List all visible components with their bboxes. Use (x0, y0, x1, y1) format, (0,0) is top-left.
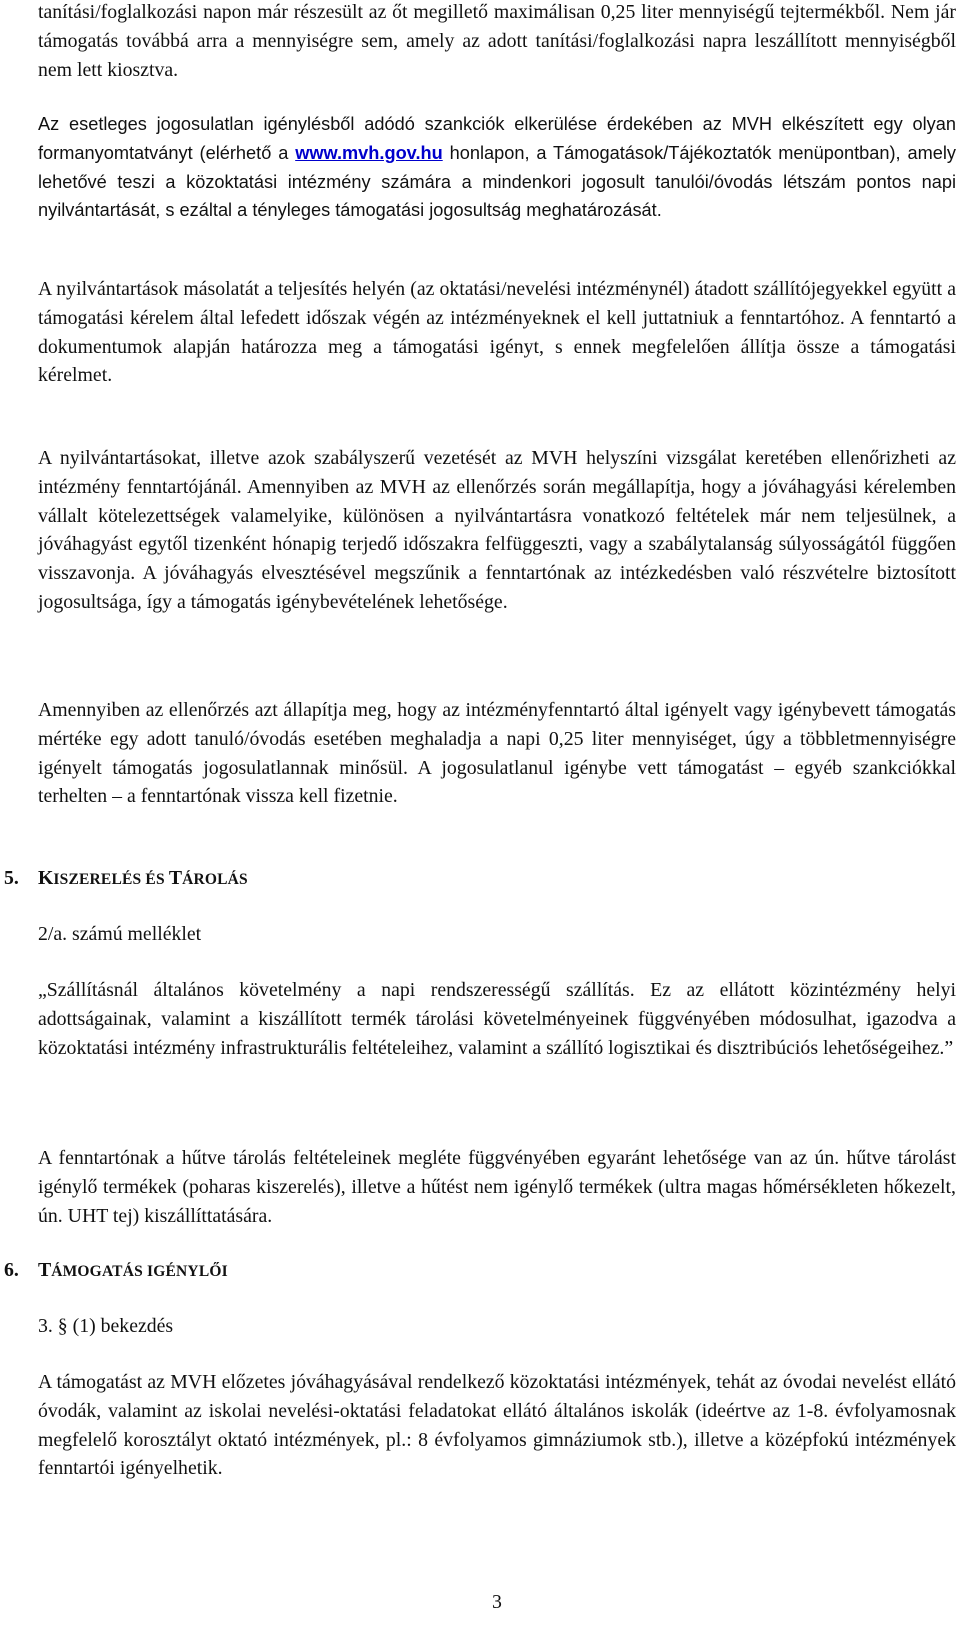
paragraph-cold-storage: A fenntartónak a hűtve tárolás feltételeinek megléte függvényében egyaránt lehetősége van az ún. hűtve tárolást igénylő termékek (poharas kiszerelés), illetve a hűtést nem igénylő termékek (ultra magas hőmérsékleten hőkezelt, ún. UHT tej) kiszállíttatására. (38, 1147, 956, 1227)
section-title-part: ISZERELÉS ÉS (53, 871, 169, 888)
paragraph-mvh-form-text-1: Az esetleges jogosulatlan igénylésből adódó szankciók elkerülése érdekében az MVH elkészített egy olyan formanyomtatványt (elérhető a (38, 114, 956, 163)
paragraph-mvh-form (38, 110, 956, 225)
section-title-part: K (38, 867, 54, 889)
paragraph-inspection: A nyilvántartásokat, illetve azok szabályszerű vezetését az MVH helyszíni vizsgálat keretében ellenőrizheti az intézmény fenntartójánál. Amennyiben az MVH az ellenőrzés során megállapítja, hogy a jóváhagyási kérelemben vállalt kötelezettségek valamelyike, különösen a nyilvántartásra vonatkozó feltételek már nem teljesülnek, a jóváhagyást egytől tizenként hónapig terjedő időszakra felfüggeszti, vagy a szabálytalanság súlyosságától függően visszavonja. A jóváhagyás elvesztésével megszűnik a fenntartónak az intézkedésben való részvételre biztosított jogosultsága, így a támogatás igénybevételének lehetősége. (38, 447, 956, 613)
paragraph-delivery-quote: „Szállításnál általános követelmény a napi rendszerességű szállítás. Ez az ellátott közintézmény helyi adottságainak, valamint a kiszállított termék tárolási követelményeinek függvényében módosulhat, igazodva a közoktatási intézmény infrastrukturális feltételeihez, valamint a szállító logisztikai és disztribúciós lehetőségeihez.” (38, 979, 956, 1059)
section-number: 6. (4, 1259, 19, 1281)
paragraph-overclaim: Amennyiben az ellenőrzés azt állapítja meg, hogy az intézményfenntartó által igényelt vagy igénybevett támogatás mértéke egy adott tanuló/óvodás esetében meghaladja a napi 0,25 liter mennyiséget, úgy a többletmennyiségre igényelt támogatás jogosulatlannak minősül. A jogosulatlanul igénybe vett támogatást – egyéb szankciókkal terhelten – a fenntartónak vissza kell fizetnie. (38, 699, 956, 808)
section-title-part: T (38, 1259, 52, 1281)
section-heading-6 (4, 1256, 228, 1287)
paragraph-records-copy: A nyilvántartások másolatát a teljesítés helyén (az oktatási/nevelési intézménynél) átadott szállítójegyekkel együtt a támogatási kérelem által lefedett időszak végén az intézményeknek el kell juttatniuk a fenntartóhoz. A fenntartó a dokumentumok alapján határozza meg a támogatási igényt, s ennek megfelelően állítja össze a támogatási kérelmet. (38, 278, 956, 387)
section-title-part: ÁROLÁS (182, 871, 248, 888)
paragraph-mvh-form-text-2: honlapon, a Támogatások/Tájékoztatók menüpontban), amely lehetővé teszi a közoktatási intézmény számára a mindenkori jogosult tanulói/óvodás létszám pontos napi nyilvántartását, s ezáltal a tényleges támogatási jogosultság meghatározását. (38, 142, 957, 221)
section-heading-5 (4, 864, 248, 895)
section-title-part: T (168, 867, 183, 889)
section-paragraph-reference: 3. § (1) bekezdés (38, 1315, 174, 1337)
section-title-part: ÁMOGATÁS IGÉNYLŐI (51, 1263, 228, 1280)
annex-reference: 2/a. számú melléklet (38, 923, 202, 945)
paragraph-eligibility-limit: tanítási/foglalkozási napon már részesült az őt megillető maximálisan 0,25 liter mennyiségű tejtermékből. Nem jár támogatás továbbá arra a mennyiségre sem, amely az adott tanítási/foglalkozási napra leszállított mennyiségből nem lett kiosztva. (38, 1, 956, 81)
document-page (4, 0, 957, 1632)
section-number: 5. (4, 867, 19, 889)
mvh-website-link[interactable]: www.mvh.gov.hu (295, 142, 443, 163)
paragraph-applicants: A támogatást az MVH előzetes jóváhagyásával rendelkező közoktatási intézmények, tehát az óvodai nevelést ellátó óvodák, valamint az iskolai nevelési-oktatási feladatokat ellátó általános iskolák (ideértve az 1-8. évfolyamosnak megfelelő korosztályt oktató intézmények, pl.: 8 évfolyamos gimnáziumok stb.), illetve a középfokú intézmények fenntartói igényelhetik. (38, 1371, 956, 1480)
page-number: 3 (492, 1591, 502, 1613)
